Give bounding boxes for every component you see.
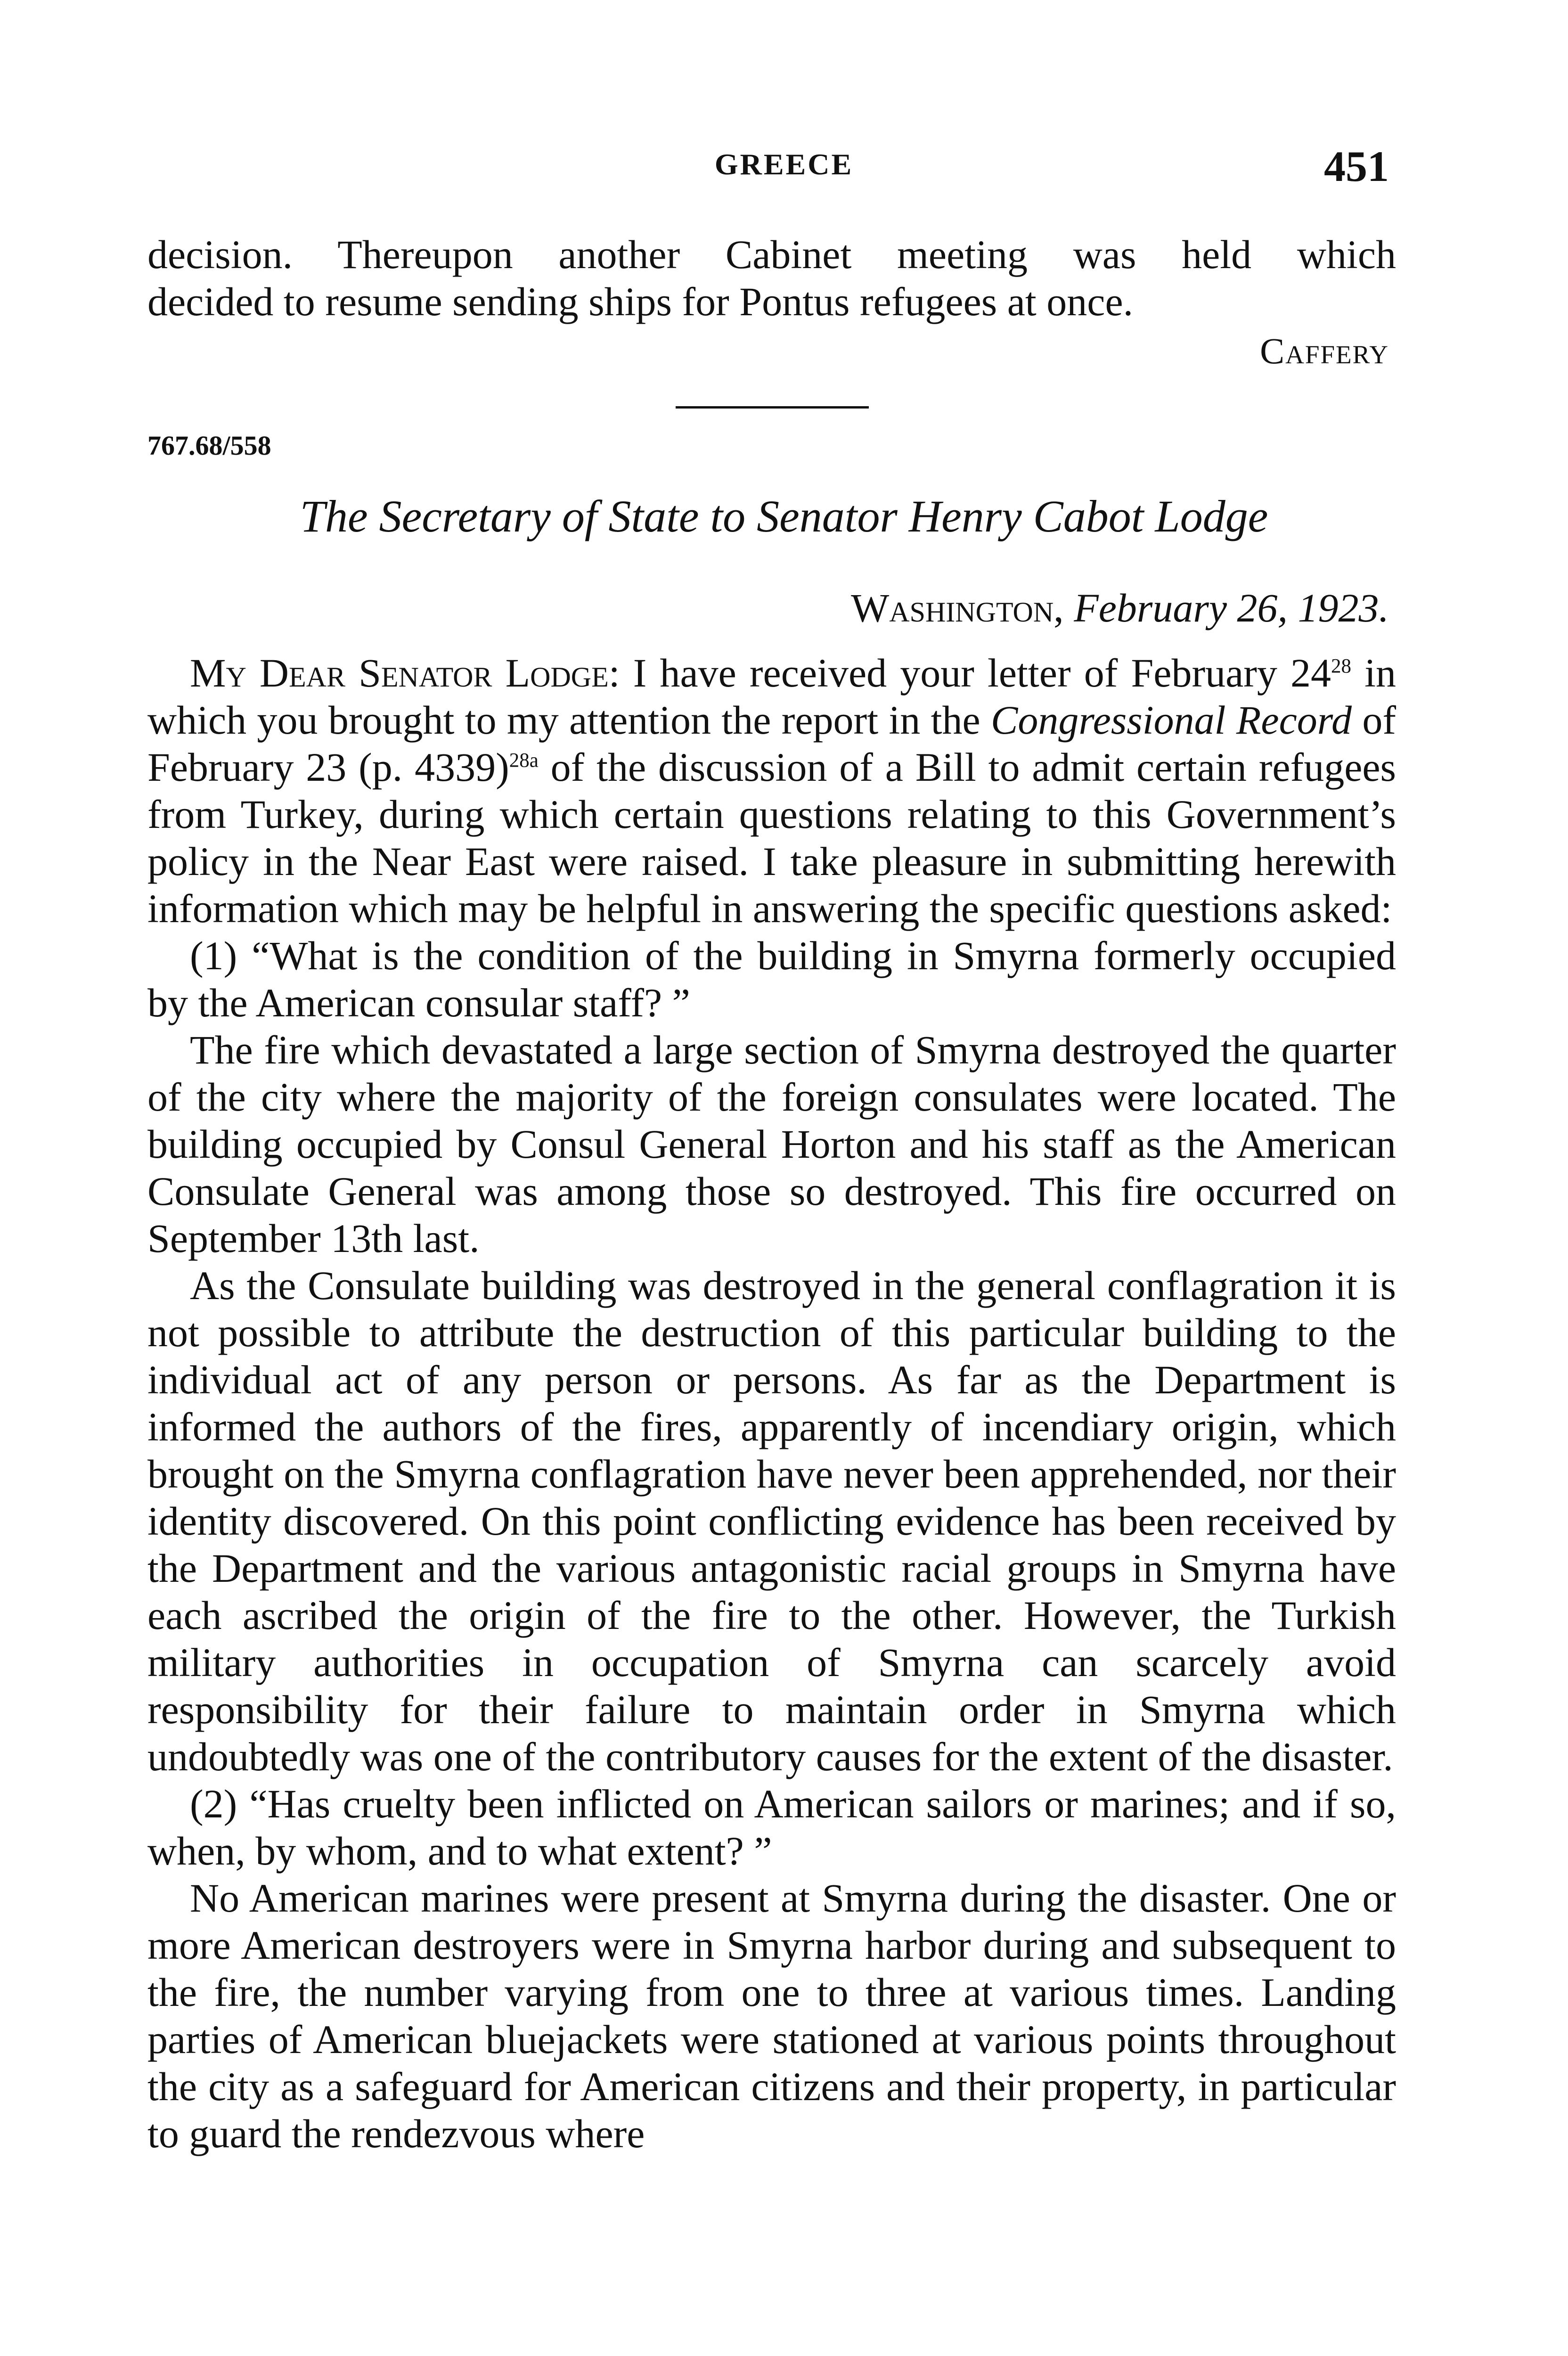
letter-body xyxy=(147,649,1396,2157)
document-title: The Secretary of State to Senator Henry Cabot Lodge xyxy=(300,491,1268,541)
opening-line-2: decided to resume sending ships for Pontus refugees at once. xyxy=(147,279,1134,324)
answer-1-paragraph-1: The fire which devastated a large section of Smyrna destroyed the quarter of the city where the majority of the foreign consulates were located. The building occupied by Consul General Horton and his staff as the American Consulate General was among those so destroyed. This fire occurred on September 13th last. xyxy=(147,1027,1396,1261)
answer-2-paragraph-1: No American marines were present at Smyrna during the disaster. One or more American destroyers were in Smyrna harbor during and subsequent to the fire, the number varying from one to three at various times. Landing parties of American bluejackets were stationed at various points throughout the city as a safeguard for American citizens and their property, in particular to guard the rendezvous where xyxy=(147,1875,1396,2156)
file-number: 767.68/558 xyxy=(147,430,271,461)
dateline-date: February 26, 1923. xyxy=(1074,585,1389,630)
opening-paragraph xyxy=(147,231,1396,325)
footnote-ref-28: 28 xyxy=(1331,655,1351,678)
question-2: (2) “Has cruelty been inflicted on American sailors or marines; and if so, when, by whom, and to what extent? ” xyxy=(147,1781,1396,1873)
opening-line-1: decision. Thereupon another Cabinet meeting was held which xyxy=(147,232,1396,277)
running-head: GREECE xyxy=(714,147,854,181)
p1-text-b: in which you brought to my attention the report in the xyxy=(147,650,1396,743)
congressional-record: Congressional Record xyxy=(991,697,1352,743)
answer-1-paragraph-2: As the Consulate building was destroyed in the general conflagration it is not possible to attribute the destruction of this particular building to the individual act of any person or persons. As far as the Department is informed the authors of the fires, apparently of incendiary origin, which brought on the Smyrna conflagration have never been apprehended, nor their identity discovered. On this point conflicting evidence has been received by the Department and the various antagonistic racial groups in Smyrna have each ascribed the origin of the fire to the other. However, the Turkish military authorities in occupation of Smyrna can scarcely avoid responsibility for their failure to maintain order in Smyrna which undoubtedly was one of the contributory causes for the extent of the disaster. xyxy=(147,1263,1396,1779)
salutation: My Dear Senator Lodge: xyxy=(190,650,620,695)
letter-paragraph-1 xyxy=(147,649,1396,932)
signature-caffery: Caffery xyxy=(1260,330,1389,371)
p1-text-a: I have received your letter of February 24 xyxy=(620,650,1331,695)
footnote-ref-28a: 28a xyxy=(509,749,539,772)
question-1: (1) “What is the condition of the building in Smyrna formerly occupied by the American consular staff? ” xyxy=(147,933,1396,1025)
page-number: 451 xyxy=(1324,142,1389,190)
dateline xyxy=(851,584,1389,631)
p1-text-c: of February 23 (p. 4339) xyxy=(147,697,1396,790)
dateline-place: Washington, xyxy=(851,585,1064,630)
p1-text-d: of the discussion of a Bill to admit certain refugees from Turkey, during which certain questions relating to this Government’s policy in the Near East were raised. I take pleasure in submitting herewith information which may be helpful in answering the specific questions asked: xyxy=(147,744,1396,931)
section-divider xyxy=(676,406,869,409)
